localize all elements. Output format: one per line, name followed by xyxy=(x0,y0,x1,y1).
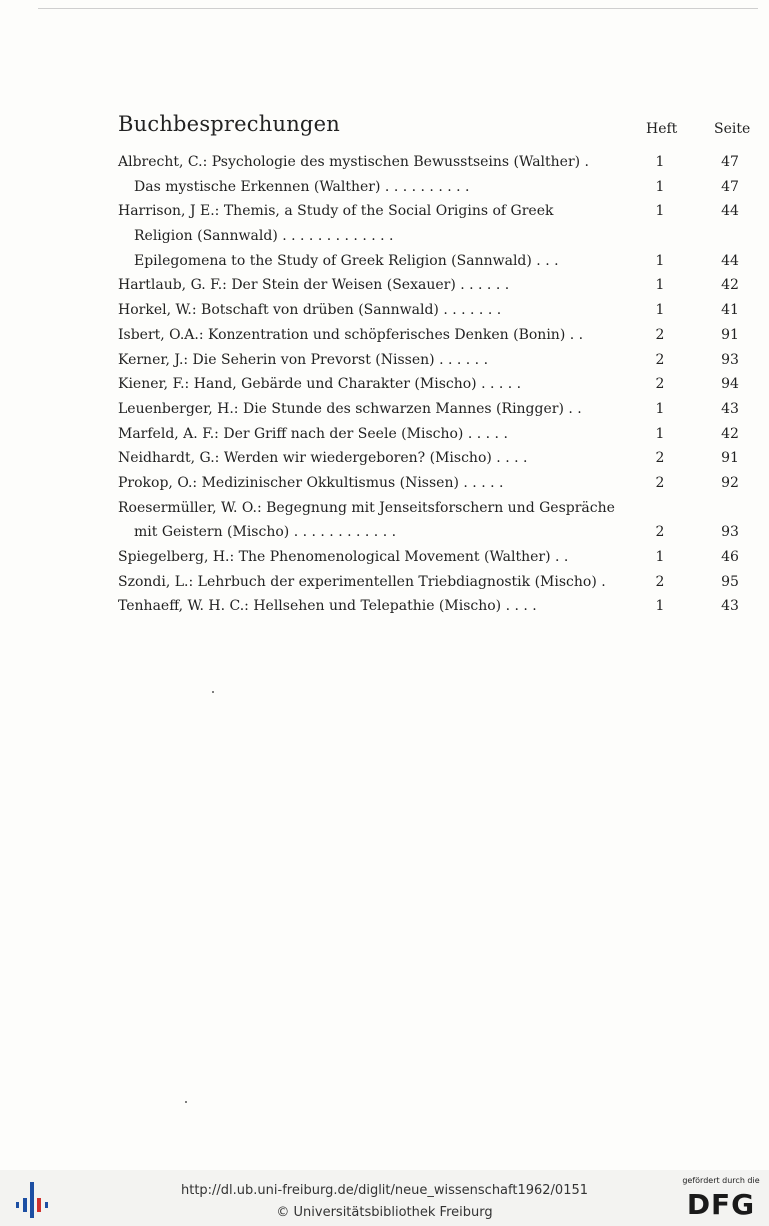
entry-text: Kiener, F.: Hand, Gebärde und Charakter (Mischo) . . . . . xyxy=(118,376,522,393)
entry-text: Spiegelberg, H.: The Phenomenological Movement (Walther) . . xyxy=(118,549,569,565)
entry-seite: 41 xyxy=(721,302,739,319)
entry-seite: 91 xyxy=(721,450,739,467)
entry-text: Das mystische Erkennen (Walther) . . . . . . . . . . xyxy=(134,178,470,195)
entry-text: Hartlaub, G. F.: Der Stein der Weisen (Sexauer) . . . . . . xyxy=(118,277,510,294)
entry-heft: 1 xyxy=(655,598,665,615)
column-header-seite: Seite xyxy=(714,121,751,137)
entry-text: Prokop, O.: Medizinischer Okkultismus (Nissen) . . . . . xyxy=(118,474,504,491)
top-rule xyxy=(38,8,758,9)
table-row xyxy=(0,348,769,373)
table-row xyxy=(0,249,769,274)
copyright-notice: © Universitätsbibliothek Freiburg xyxy=(276,1205,493,1220)
entry-heft: 2 xyxy=(655,450,665,467)
entry-text: Marfeld, A. F.: Der Griff nach der Seele (Mischo) . . . . . xyxy=(118,425,508,442)
entry-seite: 46 xyxy=(721,549,739,565)
entry-seite: 42 xyxy=(721,425,739,442)
entry-text: Roesermüller, W. O.: Begegnung mit Jenseitsforschern und Gespräche xyxy=(118,499,615,516)
table-row xyxy=(0,520,769,545)
entry-seite: 47 xyxy=(721,154,739,170)
entry-seite: 44 xyxy=(721,252,739,269)
table-row xyxy=(0,471,769,496)
entry-text: Epilegomena to the Study of Greek Religion (Sannwald) . . . xyxy=(134,252,559,269)
table-row xyxy=(0,273,769,298)
table-row xyxy=(0,175,769,200)
entry-heft: 2 xyxy=(655,376,665,393)
table-row xyxy=(0,422,769,447)
entry-text: Horkel, W.: Botschaft von drüben (Sannwald) . . . . . . . xyxy=(118,302,502,319)
entry-text: Albrecht, C.: Psychologie des mystischen Bewusstseins (Walther) . xyxy=(118,154,590,170)
entry-heft: 1 xyxy=(655,302,665,319)
entry-seite: 93 xyxy=(721,524,739,541)
source-url-link[interactable]: http://dl.ub.uni-freiburg.de/diglit/neue_wissenschaft1962/0151 xyxy=(180,1183,589,1198)
table-row xyxy=(0,150,769,175)
table-row xyxy=(0,446,769,471)
table-row xyxy=(0,496,769,521)
entry-heft: 1 xyxy=(655,425,665,442)
entry-seite: 47 xyxy=(721,178,739,195)
table-row xyxy=(0,570,769,595)
entry-seite: 92 xyxy=(721,474,739,491)
dfg-logo: DFG xyxy=(686,1188,756,1221)
entry-text: mit Geistern (Mischo) . . . . . . . . . . . . xyxy=(134,524,397,541)
entry-heft: 2 xyxy=(655,474,665,491)
entry-seite: 43 xyxy=(721,400,739,417)
table-row xyxy=(0,323,769,348)
entry-heft: 1 xyxy=(655,400,665,417)
entry-heft: 2 xyxy=(655,524,665,541)
entry-text: Tenhaeff, W. H. C.: Hellsehen und Telepathie (Mischo) . . . . xyxy=(118,598,537,615)
dfg-badge xyxy=(680,1176,762,1222)
scan-speck xyxy=(212,691,214,693)
table-row xyxy=(0,372,769,397)
column-header-heft: Heft xyxy=(646,121,678,137)
table-row xyxy=(0,397,769,422)
entry-text: Szondi, L.: Lehrbuch der experimentellen Triebdiagnostik (Mischo) . xyxy=(118,573,606,590)
entry-heft: 2 xyxy=(655,326,665,343)
table-row xyxy=(0,298,769,323)
entry-seite: 94 xyxy=(721,376,739,393)
table-row xyxy=(0,545,769,570)
table-row xyxy=(0,199,769,224)
entry-heft: 2 xyxy=(655,351,665,368)
entry-heft: 1 xyxy=(655,178,665,195)
entry-text: Leuenberger, H.: Die Stunde des schwarzen Mannes (Ringger) . . xyxy=(118,400,582,417)
table-row xyxy=(0,594,769,619)
page-title: Buchbesprechungen xyxy=(118,112,340,136)
footer-bar xyxy=(0,1170,769,1226)
entry-heft: 2 xyxy=(655,573,665,590)
entry-heft: 1 xyxy=(655,154,665,170)
entry-seite: 42 xyxy=(721,277,739,294)
entry-text: Isbert, O.A.: Konzentration und schöpferisches Denken (Bonin) . . xyxy=(118,326,584,343)
entry-text: Neidhardt, G.: Werden wir wiedergeboren? (Mischo) . . . . xyxy=(118,450,528,467)
entry-heft: 1 xyxy=(655,549,665,565)
entry-heft: 1 xyxy=(655,277,665,294)
scan-speck xyxy=(185,1101,187,1103)
entry-seite: 43 xyxy=(721,598,739,615)
entry-text: Harrison, J E.: Themis, a Study of the Social Origins of Greek xyxy=(118,203,554,220)
entry-seite: 95 xyxy=(721,573,739,590)
entry-text: Kerner, J.: Die Seherin von Prevorst (Nissen) . . . . . . xyxy=(118,351,489,368)
review-list xyxy=(0,150,769,619)
entry-seite: 44 xyxy=(721,203,739,220)
entry-seite: 91 xyxy=(721,326,739,343)
table-row xyxy=(0,224,769,249)
entry-seite: 93 xyxy=(721,351,739,368)
dfg-caption: gefördert durch die xyxy=(682,1176,760,1185)
entry-text: Religion (Sannwald) . . . . . . . . . . . . . xyxy=(134,228,394,245)
entry-heft: 1 xyxy=(655,203,665,220)
heading-row xyxy=(118,112,758,148)
entry-heft: 1 xyxy=(655,252,665,269)
